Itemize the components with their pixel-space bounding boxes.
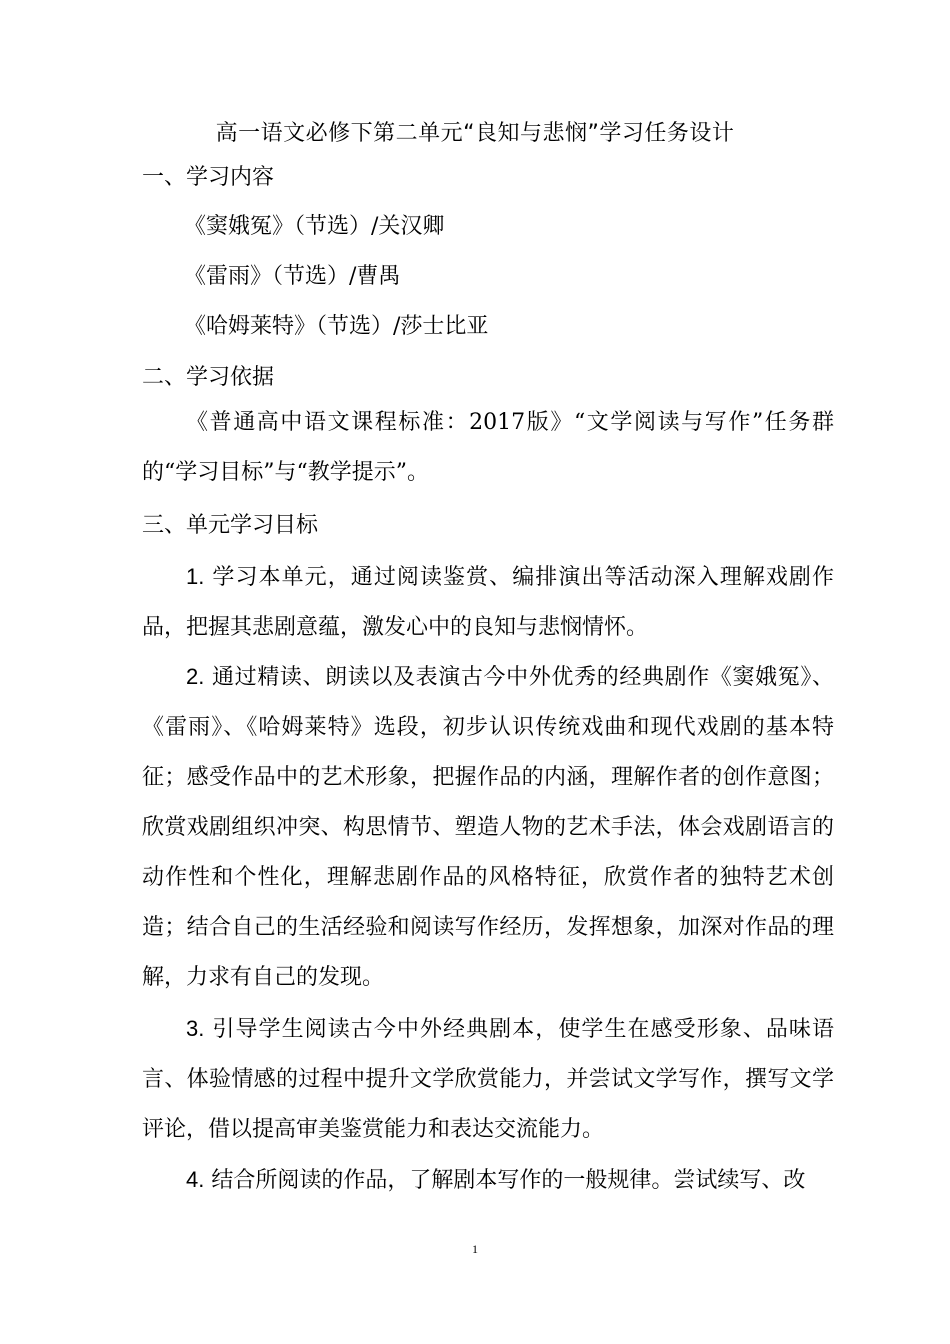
- goal-number: 2.: [186, 664, 205, 689]
- goal-paragraph-2: [142, 652, 834, 1003]
- goal-text: 学习本单元，通过阅读鉴赏、编排演出等活动深入理解戏剧作品，把握其悲剧意蕴，激发心中的良知与悲悯情怀。: [142, 565, 834, 640]
- section-heading-unit-goals: 三、单元学习目标: [142, 513, 319, 538]
- goal-paragraph-4: [142, 1155, 834, 1206]
- document-title: 高一语文必修下第二单元“良知与悲悯”学习任务设计: [215, 121, 735, 146]
- goal-number: 3.: [186, 1016, 205, 1041]
- section-heading-learning-content: 一、学习内容: [142, 165, 275, 190]
- goal-number: 1.: [186, 564, 205, 589]
- section-heading-learning-basis: 二、学习依据: [142, 365, 275, 390]
- goal-text: 结合所阅读的作品，了解剧本写作的一般规律。尝试续写、改: [204, 1168, 806, 1193]
- content-item-lei-yu: 《雷雨》（节选）/曹禺: [184, 264, 401, 289]
- goal-paragraph-3: [142, 1004, 834, 1155]
- goal-number: 4.: [186, 1167, 205, 1192]
- learning-basis-paragraph: 《普通高中语文课程标准：2017版》“文学阅读与写作”任务群的“学习目标”与“教学提示”。: [142, 410, 834, 485]
- content-item-dou-e-yuan: 《窦娥冤》（节选）/关汉卿: [184, 214, 445, 239]
- page-number: 1: [472, 1242, 478, 1256]
- goal-paragraph-1: [142, 552, 834, 653]
- goal-text: 通过精读、朗读以及表演古今中外优秀的经典剧作《窦娥冤》、《雷雨》、《哈姆莱特》选段，初步认识传统戏曲和现代戏剧的基本特征；感受作品中的艺术形象，把握作品的内涵，理解作者的创作意图；欣赏戏剧组织冲突、构思情节、塑造人物的艺术手法，体会戏剧语言的动作性和个性化，理解悲剧作品的风格特征，欣赏作者的独特艺术创造；结合自己的生活经验和阅读写作经历，发挥想象，加深对作品的理解，力求有自己的发现。: [142, 665, 834, 990]
- goal-text: 引导学生阅读古今中外经典剧本，使学生在感受形象、品味语言、体验情感的过程中提升文学欣赏能力，并尝试文学写作，撰写文学评论，借以提高审美鉴赏能力和表达交流能力。: [142, 1017, 834, 1142]
- content-item-hamlet: 《哈姆莱特》（节选）/莎士比亚: [184, 314, 489, 339]
